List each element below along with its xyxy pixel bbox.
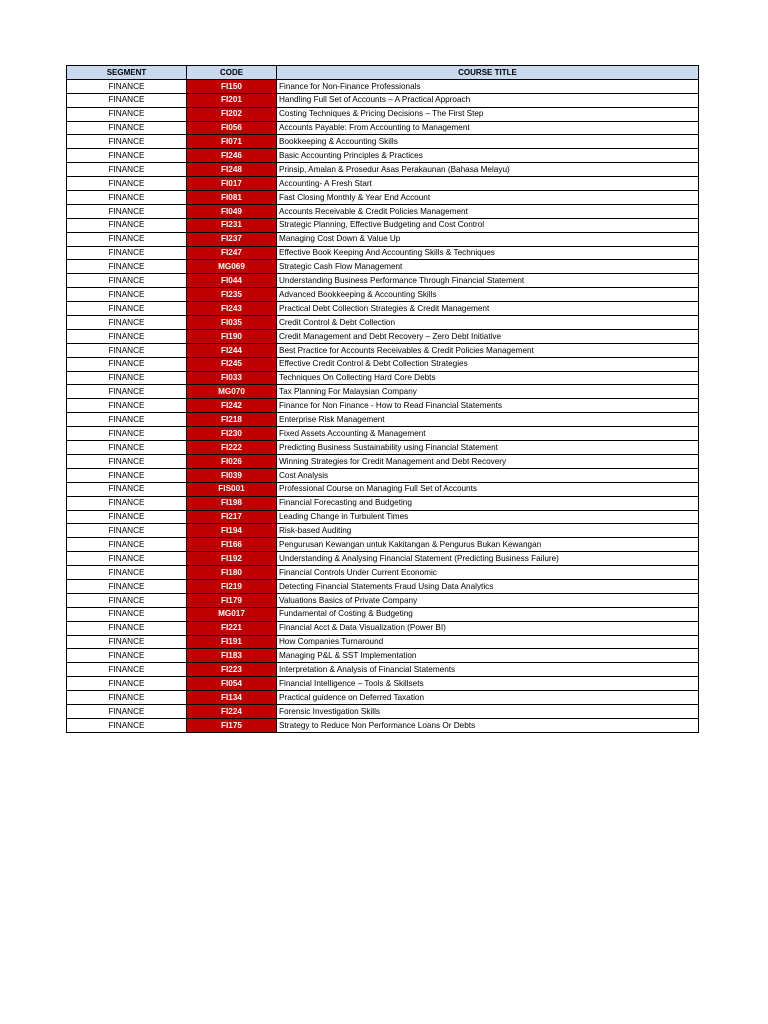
- course-code-cell: FI190: [187, 329, 277, 343]
- table-row: [67, 149, 699, 163]
- course-title-cell: Practical guidence on Deferred Taxation: [277, 691, 699, 705]
- table-row: [67, 191, 699, 205]
- table-row: [67, 607, 699, 621]
- segment-cell: FINANCE: [67, 552, 187, 566]
- segment-cell: FINANCE: [67, 246, 187, 260]
- course-title-cell: Predicting Business Sustainability using Financial Statement: [277, 441, 699, 455]
- segment-cell: FINANCE: [67, 454, 187, 468]
- table-row: [67, 371, 699, 385]
- segment-cell: FINANCE: [67, 121, 187, 135]
- segment-cell: FINANCE: [67, 316, 187, 330]
- course-code-cell: FI194: [187, 524, 277, 538]
- segment-cell: FINANCE: [67, 621, 187, 635]
- course-title-cell: Tax Planning For Malaysian Company: [277, 385, 699, 399]
- table-row: [67, 302, 699, 316]
- table-row: [67, 552, 699, 566]
- segment-cell: FINANCE: [67, 163, 187, 177]
- course-title-cell: Fixed Assets Accounting & Management: [277, 427, 699, 441]
- course-title-cell: Financial Controls Under Current Economic: [277, 566, 699, 580]
- table-row: [67, 232, 699, 246]
- course-code-cell: FI035: [187, 316, 277, 330]
- segment-cell: FINANCE: [67, 635, 187, 649]
- table-row: [67, 204, 699, 218]
- course-title-cell: Financial Acct & Data Visualization (Power BI): [277, 621, 699, 635]
- course-code-cell: FI242: [187, 399, 277, 413]
- table-row: [67, 524, 699, 538]
- course-title-cell: Effective Book Keeping And Accounting Skills & Techniques: [277, 246, 699, 260]
- course-title-cell: Best Practice for Accounts Receivables & Credit Policies Management: [277, 343, 699, 357]
- course-title-cell: Costing Techniques & Pricing Decisions – The First Step: [277, 107, 699, 121]
- course-code-cell: FI219: [187, 579, 277, 593]
- table-row: [67, 385, 699, 399]
- segment-cell: FINANCE: [67, 566, 187, 580]
- table-row: [67, 107, 699, 121]
- course-code-cell: FI134: [187, 691, 277, 705]
- course-code-cell: FI201: [187, 93, 277, 107]
- course-table: [66, 65, 699, 733]
- segment-cell: FINANCE: [67, 510, 187, 524]
- course-title-cell: Financial Forecasting and Budgeting: [277, 496, 699, 510]
- course-code-cell: FI243: [187, 302, 277, 316]
- segment-cell: FINANCE: [67, 385, 187, 399]
- segment-cell: FINANCE: [67, 260, 187, 274]
- table-row: [67, 260, 699, 274]
- segment-cell: FINANCE: [67, 427, 187, 441]
- course-title-cell: Advanced Bookkeeping & Accounting Skills: [277, 288, 699, 302]
- course-code-cell: FI191: [187, 635, 277, 649]
- course-title-cell: How Companies Turnaround: [277, 635, 699, 649]
- course-code-cell: FI245: [187, 357, 277, 371]
- course-title-cell: Finance for Non-Finance Professionals: [277, 79, 699, 93]
- course-code-cell: FI202: [187, 107, 277, 121]
- course-title-cell: Strategic Planning, Effective Budgeting and Cost Control: [277, 218, 699, 232]
- header-course-title: COURSE TITLE: [277, 66, 699, 80]
- course-code-cell: FI017: [187, 177, 277, 191]
- course-title-cell: Leading Change in Turbulent Times: [277, 510, 699, 524]
- course-code-cell: FI237: [187, 232, 277, 246]
- course-code-cell: FI183: [187, 649, 277, 663]
- segment-cell: FINANCE: [67, 691, 187, 705]
- segment-cell: FINANCE: [67, 357, 187, 371]
- segment-cell: FINANCE: [67, 274, 187, 288]
- course-title-cell: Managing P&L & SST Implementation: [277, 649, 699, 663]
- course-code-cell: FI222: [187, 441, 277, 455]
- segment-cell: FINANCE: [67, 329, 187, 343]
- segment-cell: FINANCE: [67, 649, 187, 663]
- table-row: [67, 399, 699, 413]
- course-code-cell: FI244: [187, 343, 277, 357]
- segment-cell: FINANCE: [67, 607, 187, 621]
- table-row: [67, 121, 699, 135]
- segment-cell: FINANCE: [67, 538, 187, 552]
- header-row: [67, 66, 699, 80]
- segment-cell: FINANCE: [67, 399, 187, 413]
- course-title-cell: Valuations Basics of Private Company: [277, 593, 699, 607]
- table-row: [67, 454, 699, 468]
- course-title-cell: Handling Full Set of Accounts – A Practical Approach: [277, 93, 699, 107]
- course-title-cell: Forensic Investigation Skills: [277, 704, 699, 718]
- course-code-cell: FIS001: [187, 482, 277, 496]
- table-row: [67, 621, 699, 635]
- course-title-cell: Enterprise Risk Management: [277, 413, 699, 427]
- table-row: [67, 357, 699, 371]
- segment-cell: FINANCE: [67, 79, 187, 93]
- table-row: [67, 538, 699, 552]
- table-row: [67, 649, 699, 663]
- course-title-cell: Managing Cost Down & Value Up: [277, 232, 699, 246]
- course-code-cell: MG069: [187, 260, 277, 274]
- table-row: [67, 274, 699, 288]
- course-code-cell: FI223: [187, 663, 277, 677]
- course-title-cell: Finance for Non Finance - How to Read Financial Statements: [277, 399, 699, 413]
- segment-cell: FINANCE: [67, 718, 187, 732]
- table-row: [67, 246, 699, 260]
- course-code-cell: FI198: [187, 496, 277, 510]
- table-row: [67, 704, 699, 718]
- table-row: [67, 427, 699, 441]
- course-list-sheet: [66, 65, 698, 733]
- course-code-cell: FI248: [187, 163, 277, 177]
- course-title-cell: Accounts Payable: From Accounting to Management: [277, 121, 699, 135]
- segment-cell: FINANCE: [67, 704, 187, 718]
- table-row: [67, 163, 699, 177]
- table-row: [67, 593, 699, 607]
- segment-cell: FINANCE: [67, 288, 187, 302]
- course-code-cell: FI049: [187, 204, 277, 218]
- segment-cell: FINANCE: [67, 343, 187, 357]
- segment-cell: FINANCE: [67, 302, 187, 316]
- table-row: [67, 288, 699, 302]
- course-title-cell: Credit Control & Debt Collection: [277, 316, 699, 330]
- course-code-cell: FI033: [187, 371, 277, 385]
- course-title-cell: Cost Analysis: [277, 468, 699, 482]
- course-title-cell: Strategy to Reduce Non Performance Loans Or Debts: [277, 718, 699, 732]
- course-title-cell: Fundamental of Costing & Budgeting: [277, 607, 699, 621]
- course-title-cell: Winning Strategies for Credit Management and Debt Recovery: [277, 454, 699, 468]
- course-title-cell: Basic Accounting Principles & Practices: [277, 149, 699, 163]
- course-code-cell: FI218: [187, 413, 277, 427]
- table-header: [67, 66, 699, 80]
- course-code-cell: FI056: [187, 121, 277, 135]
- segment-cell: FINANCE: [67, 149, 187, 163]
- table-row: [67, 329, 699, 343]
- course-title-cell: Pengurusan Kewangan untuk Kakitangan & Pengurus Bukan Kewangan: [277, 538, 699, 552]
- table-row: [67, 579, 699, 593]
- course-code-cell: FI175: [187, 718, 277, 732]
- segment-cell: FINANCE: [67, 579, 187, 593]
- course-code-cell: FI044: [187, 274, 277, 288]
- table-row: [67, 441, 699, 455]
- course-code-cell: FI054: [187, 677, 277, 691]
- table-row: [67, 79, 699, 93]
- segment-cell: FINANCE: [67, 191, 187, 205]
- segment-cell: FINANCE: [67, 593, 187, 607]
- segment-cell: FINANCE: [67, 413, 187, 427]
- table-row: [67, 691, 699, 705]
- course-code-cell: FI026: [187, 454, 277, 468]
- segment-cell: FINANCE: [67, 482, 187, 496]
- table-row: [67, 218, 699, 232]
- course-code-cell: FI217: [187, 510, 277, 524]
- course-title-cell: Effective Credit Control & Debt Collection Strategies: [277, 357, 699, 371]
- course-title-cell: Techniques On Collecting Hard Core Debts: [277, 371, 699, 385]
- segment-cell: FINANCE: [67, 93, 187, 107]
- table-row: [67, 482, 699, 496]
- segment-cell: FINANCE: [67, 441, 187, 455]
- table-row: [67, 510, 699, 524]
- course-code-cell: FI081: [187, 191, 277, 205]
- segment-cell: FINANCE: [67, 677, 187, 691]
- course-title-cell: Strategic Cash Flow Management: [277, 260, 699, 274]
- course-title-cell: Bookkeeping & Accounting Skills: [277, 135, 699, 149]
- segment-cell: FINANCE: [67, 107, 187, 121]
- table-row: [67, 566, 699, 580]
- table-row: [67, 93, 699, 107]
- segment-cell: FINANCE: [67, 177, 187, 191]
- course-code-cell: FI224: [187, 704, 277, 718]
- course-code-cell: FI221: [187, 621, 277, 635]
- course-code-cell: MG070: [187, 385, 277, 399]
- course-title-cell: Fast Closing Monthly & Year End Account: [277, 191, 699, 205]
- course-title-cell: Credit Management and Debt Recovery – Zero Debt Initiative: [277, 329, 699, 343]
- segment-cell: FINANCE: [67, 663, 187, 677]
- course-code-cell: FI246: [187, 149, 277, 163]
- course-code-cell: FI166: [187, 538, 277, 552]
- table-row: [67, 316, 699, 330]
- course-code-cell: FI179: [187, 593, 277, 607]
- header-segment: SEGMENT: [67, 66, 187, 80]
- table-row: [67, 663, 699, 677]
- course-code-cell: FI150: [187, 79, 277, 93]
- table-row: [67, 468, 699, 482]
- course-title-cell: Financial Intelligence – Tools & Skillsets: [277, 677, 699, 691]
- segment-cell: FINANCE: [67, 496, 187, 510]
- course-title-cell: Accounts Receivable & Credit Policies Management: [277, 204, 699, 218]
- course-title-cell: Practical Debt Collection Strategies & Credit Management: [277, 302, 699, 316]
- course-code-cell: FI231: [187, 218, 277, 232]
- table-row: [67, 413, 699, 427]
- course-title-cell: Professional Course on Managing Full Set of Accounts: [277, 482, 699, 496]
- table-body: [67, 79, 699, 732]
- course-title-cell: Interpretation & Analysis of Financial Statements: [277, 663, 699, 677]
- table-row: [67, 135, 699, 149]
- table-row: [67, 718, 699, 732]
- header-code: CODE: [187, 66, 277, 80]
- table-row: [67, 635, 699, 649]
- table-row: [67, 677, 699, 691]
- course-code-cell: FI192: [187, 552, 277, 566]
- course-title-cell: Risk-based Auditing: [277, 524, 699, 538]
- course-title-cell: Accounting- A Fresh Start: [277, 177, 699, 191]
- table-row: [67, 343, 699, 357]
- table-row: [67, 177, 699, 191]
- course-code-cell: MG017: [187, 607, 277, 621]
- table-row: [67, 496, 699, 510]
- course-code-cell: FI235: [187, 288, 277, 302]
- segment-cell: FINANCE: [67, 371, 187, 385]
- course-code-cell: FI071: [187, 135, 277, 149]
- segment-cell: FINANCE: [67, 524, 187, 538]
- course-code-cell: FI039: [187, 468, 277, 482]
- segment-cell: FINANCE: [67, 204, 187, 218]
- segment-cell: FINANCE: [67, 135, 187, 149]
- course-code-cell: FI247: [187, 246, 277, 260]
- course-title-cell: Prinsip, Amalan & Prosedur Asas Perakaunan (Bahasa Melayu): [277, 163, 699, 177]
- course-code-cell: FI180: [187, 566, 277, 580]
- segment-cell: FINANCE: [67, 218, 187, 232]
- course-title-cell: Understanding Business Performance Through Financial Statement: [277, 274, 699, 288]
- segment-cell: FINANCE: [67, 232, 187, 246]
- course-title-cell: Understanding & Analysing Financial Statement (Predicting Business Failure): [277, 552, 699, 566]
- segment-cell: FINANCE: [67, 468, 187, 482]
- course-title-cell: Detecting Financial Statements Fraud Using Data Analytics: [277, 579, 699, 593]
- course-code-cell: FI230: [187, 427, 277, 441]
